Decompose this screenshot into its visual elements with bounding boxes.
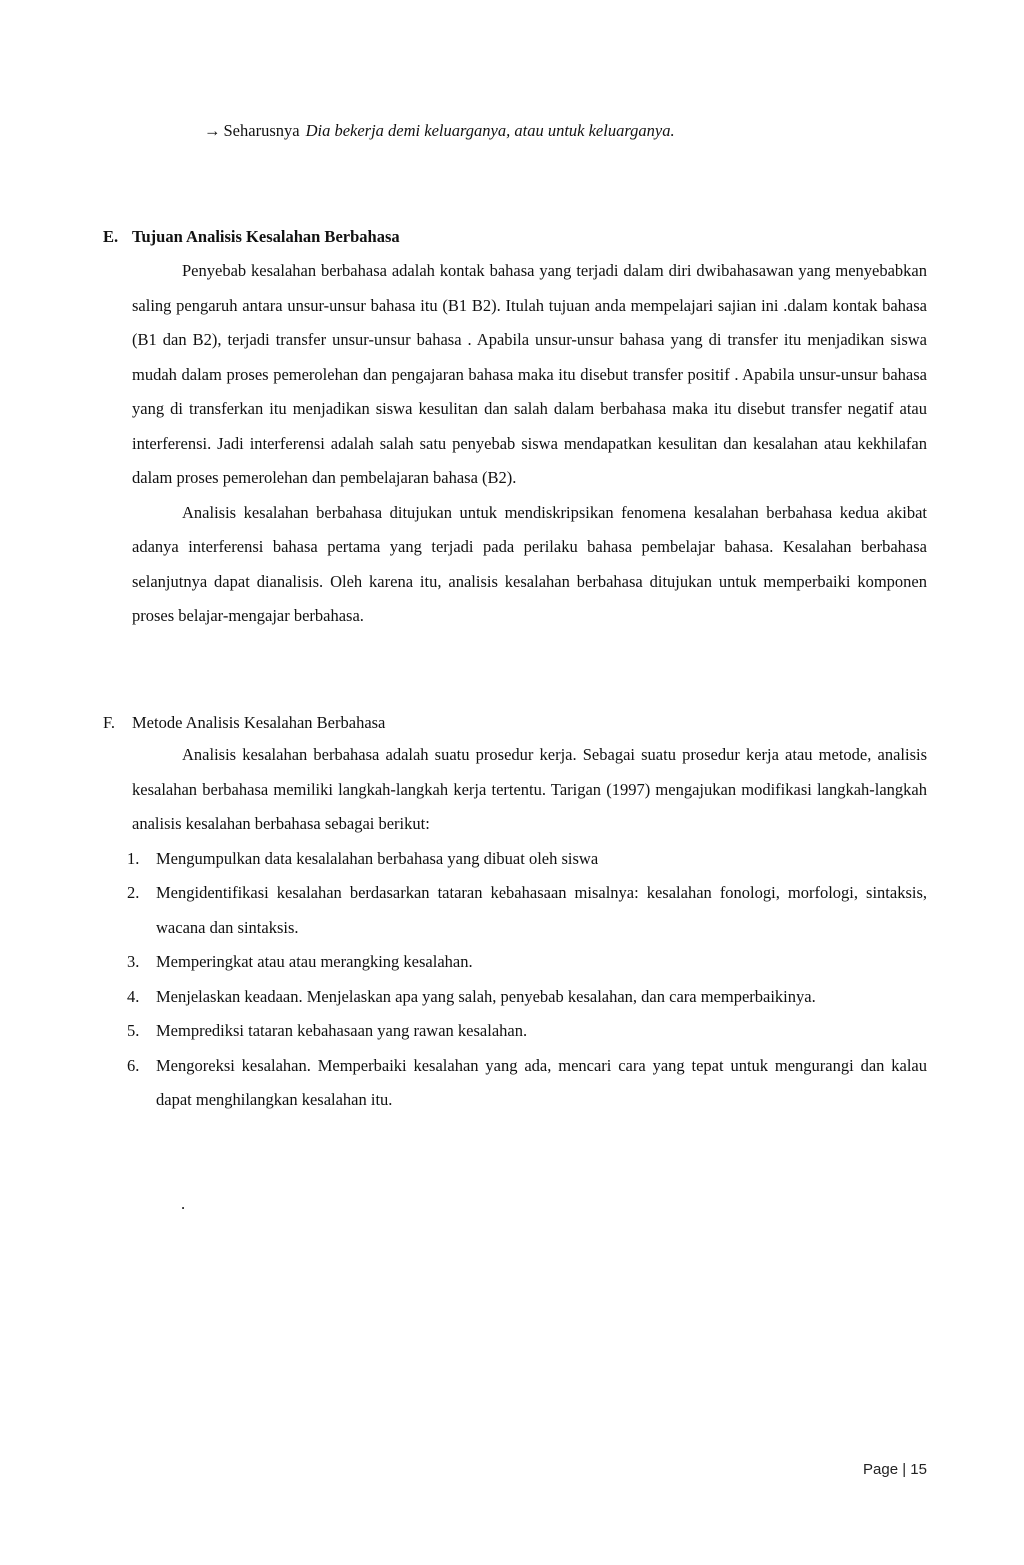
section-f-title: Metode Analisis Kesalahan Berbahasa xyxy=(132,713,386,732)
section-f-letter: F. xyxy=(103,713,115,732)
list-item xyxy=(103,876,927,945)
step-text: Mengoreksi kesalahan. Memperbaiki kesalahan yang ada, mencari cara yang tepat untuk mengurangi dan kalau dapat menghilangkan kesalahan itu. xyxy=(156,1055,927,1109)
list-item xyxy=(103,842,927,877)
section-e xyxy=(103,224,927,634)
page-number-footer: Page | 15 xyxy=(863,1461,927,1478)
section-e-letter: E. xyxy=(103,227,119,246)
example-sentence: Dia bekerja demi keluarganya, atau untuk keluarganya. xyxy=(305,121,675,140)
list-item xyxy=(103,1014,927,1049)
section-f-intro: Analisis kesalahan berbahasa adalah suatu prosedur kerja. Sebagai suatu prosedur kerja atau metode, analisis kesalahan berbahasa memiliki langkah-langkah kerja tertentu. Tarigan (1997) mengajukan modifikasi langkah-langkah analisis kesalahan berbahasa sebagai berikut: xyxy=(132,745,927,833)
right-arrow-icon: → xyxy=(204,121,221,140)
example-correction-line xyxy=(204,121,675,141)
step-number: 3. xyxy=(127,952,140,971)
step-number: 6. xyxy=(127,1055,140,1075)
list-item xyxy=(103,980,927,1015)
trailing-period: . xyxy=(181,1194,186,1213)
steps-list xyxy=(103,842,927,1118)
section-e-paragraph-1: Penyebab kesalahan berbahasa adalah kontak bahasa yang terjadi dalam diri dwibahasawan yang menyebabkan saling pengaruh antara unsur-unsur bahasa itu (B1 B2). Itulah tujuan anda mempelajari sajian ini .dalam kontak bahasa (B1 dan B2), terjadi transfer unsur-unsur bahasa . Apabila unsur-unsur bahasa yang di transfer itu menjadikan siswa mudah dalam proses pemerolehan dan pengajaran bahasa maka itu disebut transfer positif . Apabila unsur-unsur bahasa yang di transferkan itu menjadikan siswa kesulitan dan salah dalam berbahasa maka itu disebut transfer negatif atau interferensi. Jadi interferensi adalah salah satu penyebab siswa mendapatkan kesulitan dan kesalahan atau kekhilafan dalam proses pemerolehan dan pembelajaran bahasa (B2). xyxy=(132,261,927,487)
section-e-title: Tujuan Analisis Kesalahan Berbahasa xyxy=(132,227,400,246)
step-number: 5. xyxy=(127,1021,140,1040)
step-number: 1. xyxy=(127,848,140,868)
section-f-heading xyxy=(103,710,927,736)
list-item xyxy=(103,1049,927,1118)
step-number: 4. xyxy=(127,986,140,1006)
step-text: Mengumpulkan data kesalalahan berbahasa yang dibuat oleh siswa xyxy=(156,848,599,868)
step-text: Memperingkat atau atau merangking kesalahan. xyxy=(156,952,473,971)
section-f xyxy=(103,710,927,1118)
step-text: Memprediksi tataran kebahasaan yang rawan kesalahan. xyxy=(156,1021,528,1040)
section-e-heading xyxy=(103,224,927,250)
list-item xyxy=(103,945,927,980)
section-e-paragraph-2: Analisis kesalahan berbahasa ditujukan untuk mendiskripsikan fenomena kesalahan berbahasa kedua akibat adanya interferensi bahasa pertama yang terjadi pada perilaku bahasa pembelajar bahasa. Kesalahan berbahasa selanjutnya dapat dianalisis. Oleh karena itu, analisis kesalahan berbahasa ditujukan untuk memperbaiki komponen proses belajar-mengajar berbahasa. xyxy=(132,502,927,625)
example-lead: Seharusnya xyxy=(223,121,300,140)
step-text: Menjelaskan keadaan. Menjelaskan apa yang salah, penyebab kesalahan, dan cara memperbaikinya. xyxy=(156,986,816,1006)
step-number: 2. xyxy=(127,883,140,902)
step-text: Mengidentifikasi kesalahan berdasarkan tataran kebahasaan misalnya: kesalahan fonologi, morfologi, sintaksis, wacana dan sintaksis. xyxy=(156,883,927,937)
